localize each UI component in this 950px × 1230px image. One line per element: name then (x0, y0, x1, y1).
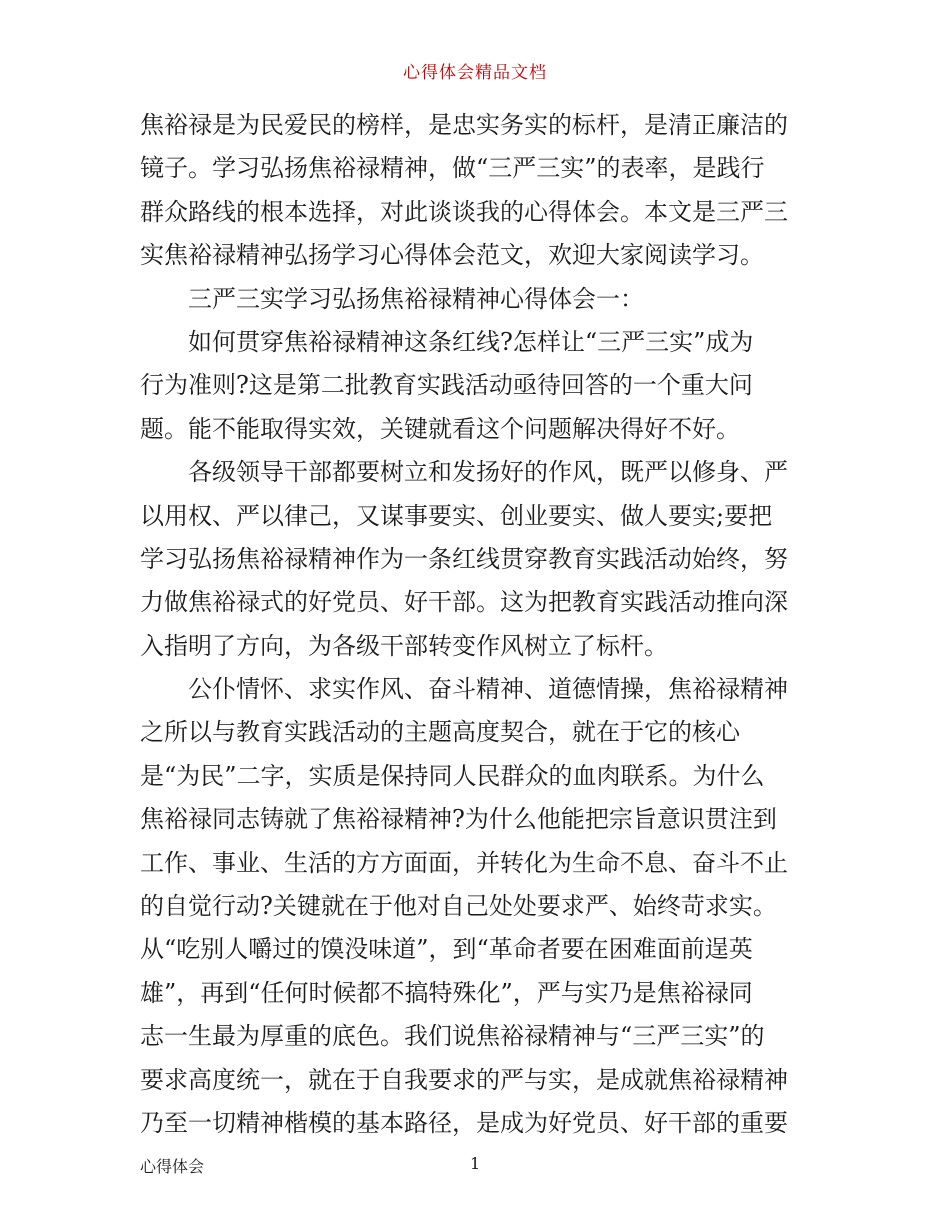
footer-label: 心得体会 (140, 1157, 205, 1176)
text-line: 要求高度统一，就在于自我要求的严与实，是成就焦裕禄精神 (140, 1065, 788, 1094)
text-line: 学习弘扬焦裕禄精神作为一条红线贯穿教育实践活动始终，努 (140, 544, 788, 573)
text-line: 是“为民”二字，实质是保持同人民群众的血肉联系。为什么 (140, 761, 765, 790)
text-line: 雄”，再到“任何时候都不搞特殊化”，严与实乃是焦裕禄同 (140, 978, 753, 1007)
text-line: 以用权、严以律己，又谋事要实、创业要实、做人要实;要把 (140, 501, 773, 530)
text-line: 三严三实学习弘扬焦裕禄精神心得体会一： (188, 284, 644, 313)
text-line: 行为准则?这是第二批教育实践活动亟待回答的一个重大问 (140, 371, 753, 400)
page-footer (140, 1154, 812, 1178)
text-line: 从“吃别人嚼过的馍没味道”，到“革命者要在困难面前逞英 (140, 935, 753, 964)
text-line: 公仆情怀、求实作风、奋斗精神、道德情操，焦裕禄精神 (188, 675, 788, 704)
text-line: 题。能不能取得实效，关键就看这个问题解决得好不好。 (140, 414, 740, 443)
text-line: 入指明了方向，为各级干部转变作风树立了标杆。 (140, 631, 668, 660)
text-line: 焦裕禄是为民爱民的榜样，是忠实务实的标杆，是清正廉洁的 (140, 111, 788, 139)
text-line: 的自觉行动?关键就在于他对自己处处要求严、始终苛求实。 (140, 892, 777, 921)
text-line: 如何贯穿焦裕禄精神这条红线?怎样让“三严三实”成为 (188, 327, 754, 356)
text-line: 实焦裕禄精神弘扬学习心得体会范文，欢迎大家阅读学习。 (140, 241, 764, 270)
text-line: 各级领导干部都要树立和发扬好的作风，既严以修身、严 (188, 458, 788, 487)
text-line: 乃至一切精神楷模的基本路径，是成为好党员、好干部的重要 (140, 1108, 788, 1137)
text-line: 力做焦裕禄式的好党员、好干部。这为把教育实践活动推向深 (140, 588, 788, 617)
page-number: 1 (470, 1154, 481, 1173)
text-line: 镜子。学习弘扬焦裕禄精神，做“三严三实”的表率，是践行 (140, 154, 765, 183)
text-line: 群众路线的根本选择，对此谈谈我的心得体会。本文是三严三 (140, 197, 788, 226)
text-line: 焦裕禄同志铸就了焦裕禄精神?为什么他能把宗旨意识贯注到 (140, 805, 777, 834)
document-body (140, 104, 812, 1145)
page-header-title: 心得体会精品文档 (403, 63, 547, 83)
text-line: 之所以与教育实践活动的主题高度契合，就在于它的核心 (140, 718, 740, 747)
text-line: 工作、事业、生活的方方面面，并转化为生命不息、奋斗不止 (140, 848, 788, 877)
text-line: 志一生最为厚重的底色。我们说焦裕禄精神与“三严三实”的 (140, 1022, 765, 1051)
